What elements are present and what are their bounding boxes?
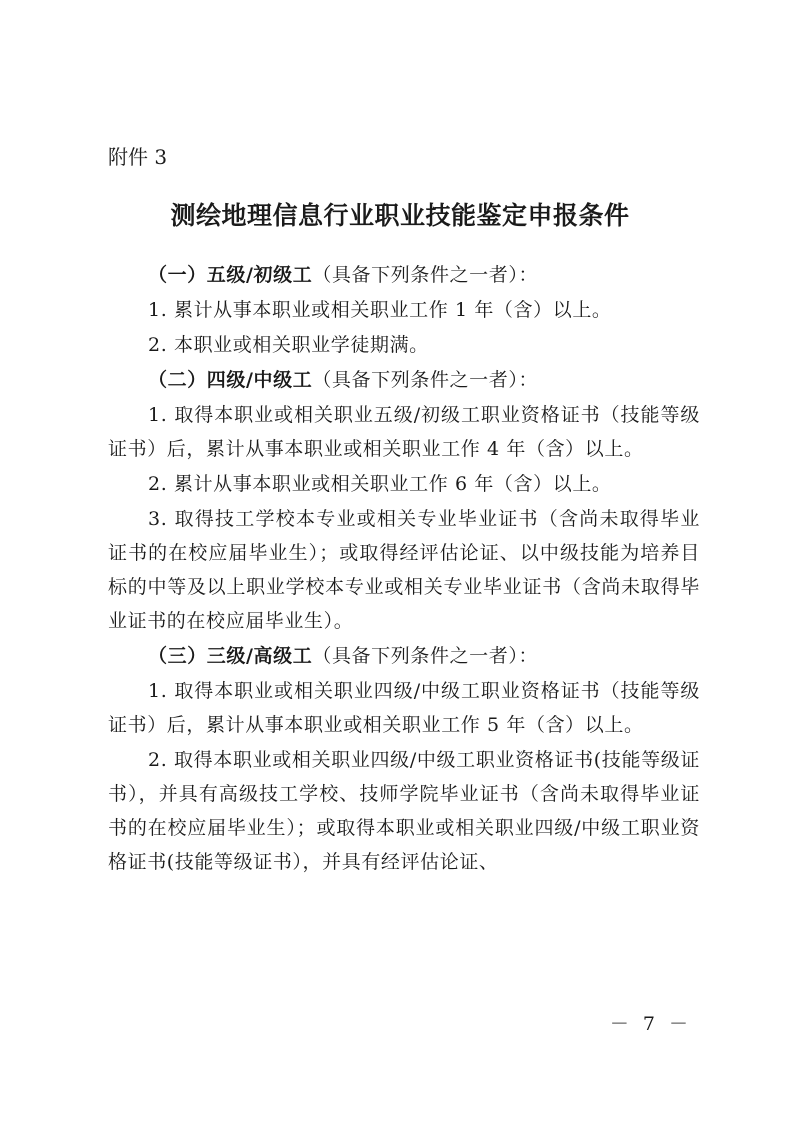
page-number: － 7 － [609, 1013, 692, 1035]
section-heading-note: （具备下列条件之一者）： [312, 645, 539, 667]
section-heading-2 [108, 363, 700, 397]
section-heading-label: （二）四级/中级工 [148, 369, 313, 391]
document-body [108, 258, 700, 880]
attachment-label: 附件 3 [108, 145, 168, 169]
paragraph: 3. 取得技工学校本专业或相关专业毕业证书（含尚未取得毕业证书的在校应届毕业生）；或取得经评估论证、以中级技能为培养目标的中等及以上职业学校本专业或相关专业毕业证书（含尚未取得毕业证书的在校应届毕业生）。 [108, 508, 700, 632]
section-heading-note: （具备下列条件之一者）： [312, 264, 539, 286]
paragraph: 2. 取得本职业或相关职业四级/中级工职业资格证书(技能等级证书），并具有高级技工学校、技师学院毕业证书（含尚未取得毕业证书的在校应届毕业生）；或取得本职业或相关职业四级/中级工职业资格证书(技能等级证书），并具有经评估论证、 [108, 749, 700, 873]
section-heading-label: （三）三级/高级工 [148, 645, 313, 667]
paragraph: 1. 取得本职业或相关职业五级/初级工职业资格证书（技能等级证书）后，累计从事本职业或相关职业工作 4 年（含）以上。 [108, 404, 700, 460]
section-heading-note: （具备下列条件之一者）： [312, 369, 539, 391]
paragraph: 1. 取得本职业或相关职业四级/中级工职业资格证书（技能等级证书）后，累计从事本职业或相关职业工作 5 年（含）以上。 [108, 680, 700, 736]
paragraph: 1. 累计从事本职业或相关职业工作 1 年（含）以上。 [148, 299, 612, 321]
section-heading-1 [108, 258, 700, 292]
document-title: 测绘地理信息行业职业技能鉴定申报条件 [170, 201, 630, 230]
paragraph: 2. 本职业或相关职业学徒期满。 [148, 334, 429, 356]
section-heading-label: （一）五级/初级工 [148, 264, 313, 286]
paragraph: 2. 累计从事本职业或相关职业工作 6 年（含）以上。 [148, 473, 612, 495]
section-heading-3 [108, 639, 700, 673]
